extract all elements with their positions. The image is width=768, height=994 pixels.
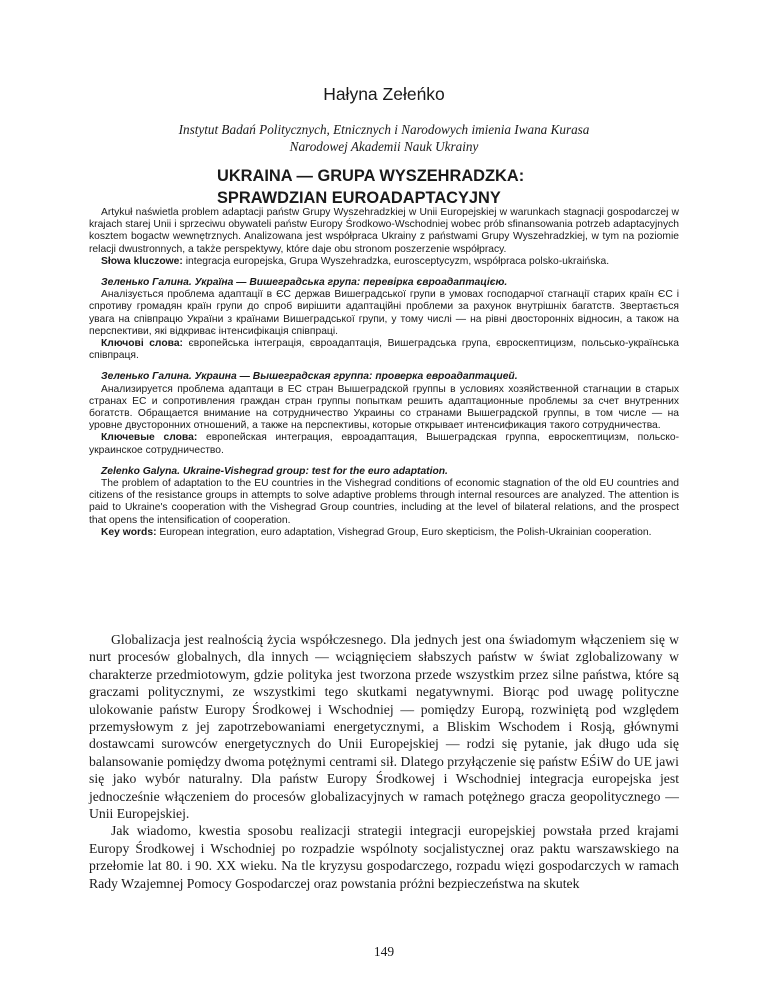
keywords-label: Ключові слова:: [101, 338, 183, 350]
abstract-ukrainian-keywords: [89, 338, 679, 362]
article-title: [217, 165, 657, 209]
keywords-label: Słowa kluczowe:: [101, 255, 183, 267]
abstract-russian: [89, 371, 679, 456]
title-line-2: SPRAWDZIAN EUROADAPTACYJNY: [217, 189, 501, 207]
abstract-ukrainian-body: Аналізується проблема адаптації в ЄС держав Вишеградської групи в умовах господарчої стагнації старих країн ЄС і спротиву громадян країн групи до спроб вирішити адаптаційні проблеми за рахунок внутрішніх багатств. Звертається увага на співпрацю України з країнами Вишеградської групи, у тому числі — на рівні двосторонніх відносин, а також на перспективи, які відкриває інтенсифікація співпраці.: [89, 289, 679, 337]
author-name: Hałyna Zełeńko: [323, 84, 445, 104]
keywords-label: Ключевые слова:: [101, 432, 198, 444]
main-paragraph-2: Jak wiadomo, kwestia sposobu realizacji strategii integracji europejskiej powstała przed krajami Europy Środkowej i Wschodniej po rozpadzie wspólnoty socjalistycznej oraz paktu warszawskiego na przełomie lat 80. i 90. XX wieku. Na tle kryzysu gospodarczego, rozpadu więzi gospodarczych w ramach Rady Wzajemnej Pomocy Gospodarczej oraz powstania próżni bezpieczeństwa na skutek: [89, 823, 679, 891]
affiliation-line-1: Instytut Badań Politycznych, Etnicznych i Narodowych imienia Iwana Kurasa: [178, 122, 590, 137]
abstract-english-keywords: [89, 527, 679, 539]
page-number: 149: [373, 944, 395, 959]
abstract-polish-body: Artykuł naświetla problem adaptacji państw Grupy Wyszehradzkiej w Unii Europejskiej w warunkach stagnacji gospodarczej w krajach starej Unii i sprzeciwu obywateli państw Europy Środkowo-Wschodniej wobec prób sfinansowania potrzeb adaptacyjnych kosztem bogactw wewnętrznych. Analizowana jest współpraca Ukrainy z państwami Grupy Wyszehradzkiej, w tym na poziomie relacji dwustronnych, a także perspektywy, które daje obu stronom poszerzenie współpracy.: [89, 207, 679, 255]
abstract-ukrainian-heading: Зеленько Галина. Україна — Вишеградська група: перевірка євроадаптацією.: [101, 277, 508, 289]
title-line-1: UKRAINA — GRUPA WYSZEHRADZKA:: [217, 167, 525, 185]
abstract-english-body: The problem of adaptation to the EU countries in the Vishegrad conditions of economic stagnation of the old EU countries and citizens of the resistance groups in attempts to solve adaptive problems through internal resources are analyzed. The attention is paid to Ukraine's cooperation with the Vishegrad Group countries, including at the level of bilateral relations, and the prospect that opens the intensification of cooperation.: [89, 478, 679, 526]
keywords-text: европейская интеграция, евроадаптация, Вышеградская группа, евроскептицизм, польско-украинское сотрудничество.: [89, 432, 680, 456]
affiliation: [89, 121, 679, 155]
keywords-text: європейська інтеграція, євроадаптація, Вишеградська група, євроскептицизм, польсько-українська співпраця.: [89, 338, 679, 362]
abstract-polish-keywords: [89, 256, 679, 268]
abstract-ukrainian: [89, 277, 679, 362]
abstract-russian-heading: Зеленько Галина. Украина — Вышеградская группа: проверка евроадаптацией.: [101, 371, 518, 383]
affiliation-line-2: Narodowej Akademii Nauk Ukrainy: [289, 139, 479, 154]
main-text: [89, 631, 679, 892]
keywords-label: Key words:: [101, 526, 157, 538]
abstract-english-heading: Zelenko Galyna. Ukraine-Vishegrad group: test for the euro adaptation.: [101, 465, 448, 477]
main-paragraph-1: Globalizacja jest realnością życia współczesnego. Dla jednych jest ona świadomym włączeniem się w nurt procesów globalnych, dla innych — wciągnięciem słabszych państw w świat zglobalizowany w charakterze przedmiotowym, gdzie polityka jest tworzona przede wszystkim przez silne państwa, które są graczami politycznymi, ze wszystkimi tego skutkami negatywnymi. Biorąc pod uwagę polityczne ulokowanie państw Europy Środkowej i Wschodniej — pomiędzy Europą, rozwiniętą pod względem przemysłowym z jej zapotrzebowaniami energetycznymi, a Bliskim Wschodem i Rosją, głównymi dostawcami surowców energetycznych do Unii Europejskiej — rodzi się pytanie, jak długo uda się balansowanie pomiędzy dwoma potężnymi centrami sił. Dlatego przyłączenie się państw EŚiW do UE jawi się jako wybór naturalny. Dla państw Europy Środkowej i Wschodniej integracja europejska jest jednocześnie włączeniem do procesów globalizacyjnych w ramach potężnego gracza geopolitycznego — Unii Europejskiej.: [89, 632, 679, 822]
abstracts: [89, 207, 679, 548]
keywords-text: integracja europejska, Grupa Wyszehradzka, eurosceptycyzm, współpraca polsko-ukraińska.: [182, 255, 610, 267]
abstract-russian-keywords: [89, 432, 679, 456]
abstract-russian-body: Анализируется проблема адаптаци в ЕС стран Вышеградской группы в условиях хозяйственной стагнации в старых странах ЕС и сопротивления граждан стран группы попыткам решить адаптационные проблемы за счет внутренних богатств. Обращается внимание на сотрудничество Украины со странами Вышеградской группы, в том числе — на уровне двусторонних отношений, а также на перспективы, которые открывает интенсификация такого сотрудничества.: [89, 383, 679, 432]
abstract-english: [89, 466, 679, 539]
keywords-text: European integration, euro adaptation, Vishegrad Group, Euro skepticism, the Polish-Ukrainian cooperation.: [156, 526, 652, 538]
abstract-polish: [89, 207, 679, 268]
